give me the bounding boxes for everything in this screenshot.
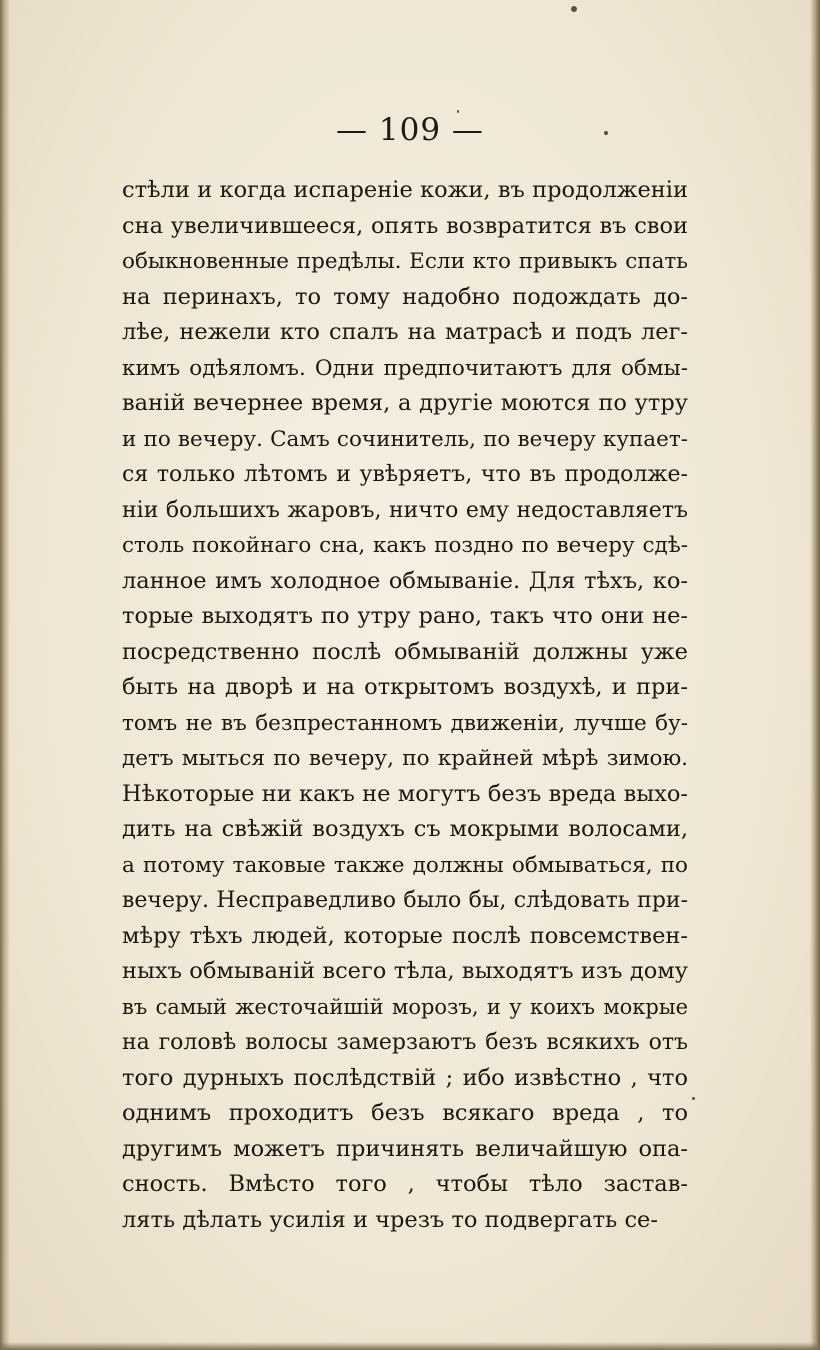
text-line: мѣру тѣхъ людей, которые послѣ повсемствен-	[122, 922, 688, 949]
text-line: кимъ одѣяломъ. Одни предпочитаютъ для обмы-	[122, 355, 688, 381]
page-left-edge-shadow	[0, 0, 10, 1350]
text-line: стѣли и когда испареніе кожи, въ продолженіи	[122, 177, 688, 203]
text-line: вечеру. Несправедливо было бы, слѣдовать при-	[122, 888, 688, 913]
text-line: сна увеличившееся, опять возвратится въ свои	[122, 212, 688, 239]
page-bottom-edge-shadow	[0, 1342, 820, 1350]
text-line: на перинахъ, то тому надобно подождать до-	[122, 283, 688, 310]
text-line: однимъ проходитъ безъ всякаго вреда , то	[122, 1100, 688, 1126]
text-line: сность. Вмѣсто того , чтобы тѣло застав-	[122, 1171, 688, 1197]
text-line: дить на свѣжій воздухъ съ мокрыми волосами,	[122, 816, 688, 842]
text-line: посредственно послѣ обмываній должны уже	[122, 638, 688, 665]
text-line: а потому таковые также должны обмываться, по	[122, 852, 688, 878]
text-line: столь покойнаго сна, какъ поздно по вечеру сдѣ-	[122, 533, 688, 558]
text-line: и по вечеру. Самъ сочинитель, по вечеру купает-	[122, 426, 688, 452]
text-line: Нѣкоторые ни какъ не могутъ безъ вреда выхо-	[122, 780, 688, 807]
paper-speck	[571, 6, 577, 12]
text-line: томъ не въ безпрестанномъ движеніи, лучше бу-	[122, 710, 688, 736]
body-text	[122, 173, 688, 1238]
text-line: ніи большихъ жаровъ, ничто ему недоставляетъ	[122, 497, 688, 523]
text-line: ся только лѣтомъ и увѣряетъ, что въ продолже-	[122, 462, 688, 487]
text-line: ланное имъ холодное обмываніе. Для тѣхъ, ко-	[122, 567, 688, 594]
text-line: быть на дворѣ и на открытомъ воздухѣ, и при-	[122, 674, 688, 700]
text-line: лѣе, нежели кто спалъ на матрасѣ и подъ лег-	[122, 319, 688, 345]
text-line: ваній вечернее время, а другіе моются по утру	[122, 390, 688, 416]
text-line: лять дѣлать усилія и чрезъ то подвергать се-	[122, 1206, 658, 1233]
text-line: другимъ можетъ причинять величайшую опа-	[122, 1135, 688, 1162]
page-right-edge-shadow	[810, 0, 820, 1350]
text-line: въ самый жесточайшій морозъ, и у коихъ мокрые	[122, 994, 688, 1019]
text-line: обыкновенные предѣлы. Если кто привыкъ спать	[122, 249, 688, 274]
text-line: торые выходятъ по утру рано, такъ что они не-	[122, 603, 688, 629]
paper-speck	[692, 1097, 695, 1100]
text-line: того дурныхъ послѣдствій ; ибо извѣстно , что	[122, 1064, 688, 1091]
text-line: на головѣ волосы замерзаютъ безъ всякихъ отъ	[122, 1030, 688, 1055]
text-line: ныхъ обмываній всего тѣла, выходятъ изъ дому	[122, 958, 688, 984]
text-line: детъ мыться по вечеру, по крайней мѣрѣ зимою.	[122, 746, 688, 771]
page-number: — 109 —	[336, 112, 484, 148]
